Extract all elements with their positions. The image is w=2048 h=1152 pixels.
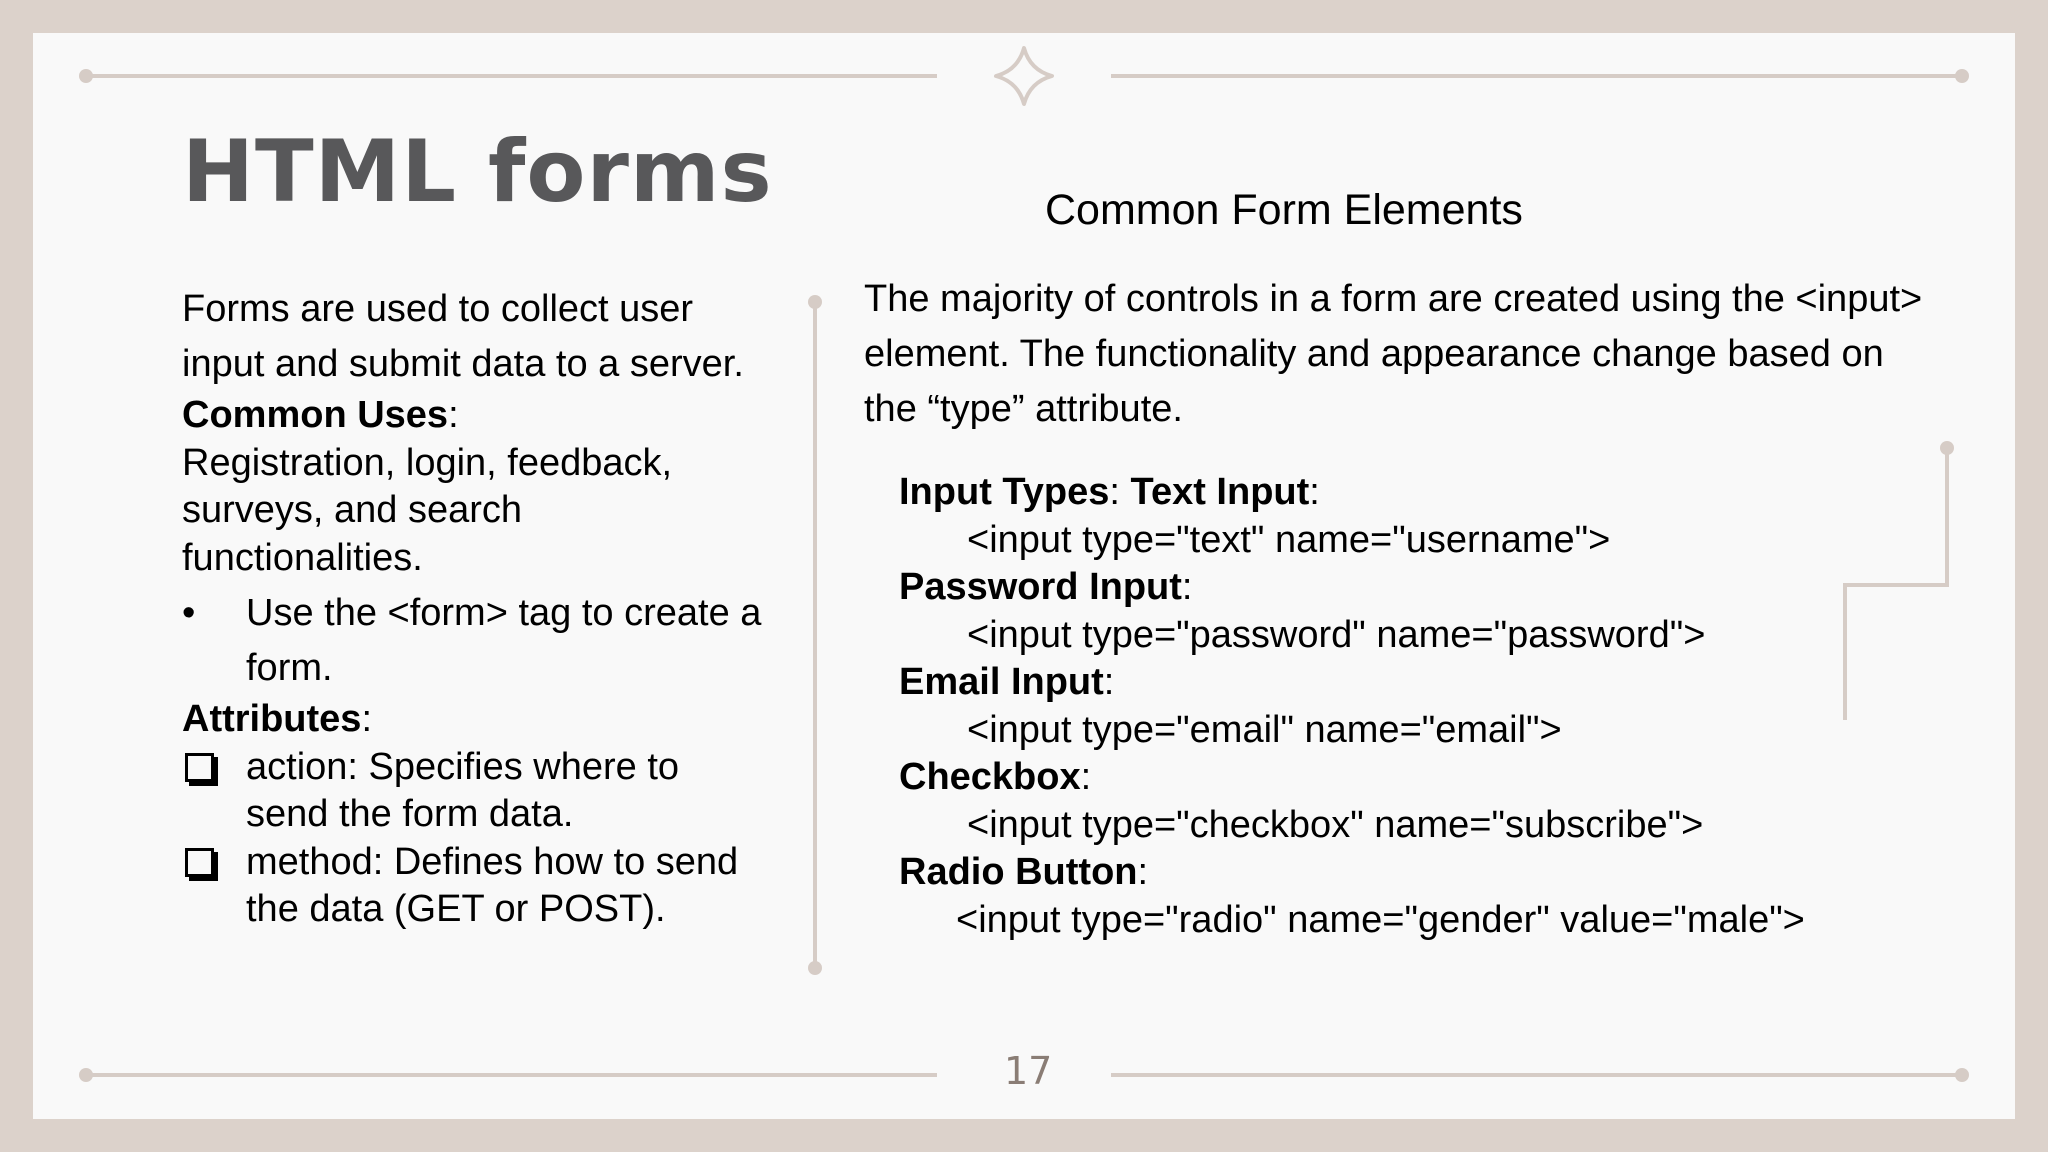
bullet-item (182, 586, 762, 696)
top-left-dot (79, 69, 93, 83)
colon: : (1080, 756, 1092, 798)
bottom-right-dot (1955, 1068, 1969, 1082)
input-type-code: <input type="radio" name="gender" value="male"> (956, 898, 1805, 941)
divider-top-dot (808, 295, 822, 309)
slide-title: HTML forms (182, 122, 773, 222)
bracket-dot (1940, 441, 1954, 455)
input-type-label-row (899, 659, 1805, 707)
input-type-label: Checkbox (899, 756, 1081, 798)
colon: : (1181, 566, 1193, 608)
input-type-code: <input type="password" name="password"> (967, 613, 1706, 656)
top-right-dot (1955, 69, 1969, 83)
input-type-label-row (899, 754, 1805, 802)
sparkle-icon (996, 48, 1052, 104)
input-type-code: <input type="checkbox" name="subscribe"> (967, 803, 1704, 846)
attributes-label: Attributes (182, 698, 362, 740)
bottom-left-dot (79, 1068, 93, 1082)
checkbox-bullet-icon (182, 744, 246, 839)
right-intro-text: The majority of controls in a form are created using the <input> element. The functionality and appearance change based on the “type” attribute. (864, 278, 1923, 430)
input-type-label: Email Input (899, 661, 1104, 703)
common-uses-text: Registration, login, feedback, surveys, and search functionalities. (182, 441, 673, 579)
input-type-code: <input type="email" name="email"> (967, 708, 1562, 751)
checkbox-bullet-icon (182, 839, 246, 934)
common-uses-colon: : (448, 394, 459, 436)
attribute-text: action: Specifies where to send the form data. (246, 745, 680, 835)
bracket-line (1845, 448, 1947, 720)
bullet-text: Use the <form> tag to create a form. (246, 592, 762, 689)
attribute-item (182, 744, 762, 839)
page-number: 17 (1004, 1049, 1053, 1093)
input-type-label-row (899, 849, 1805, 897)
common-uses-label: Common Uses (182, 394, 449, 436)
input-types-label: Input Types (899, 471, 1110, 513)
input-types-list (899, 469, 1805, 944)
colon: : (1137, 851, 1149, 893)
bullet-dot: • (182, 592, 196, 634)
input-type-label-row (899, 564, 1805, 612)
colon: : (1103, 661, 1115, 703)
attribute-text: method: Defines how to send the data (GET or POST). (246, 840, 739, 930)
input-type-label: Text Input (1130, 471, 1310, 513)
attributes-heading (182, 696, 762, 744)
intro-text: Forms are used to collect user input and submit data to a server. (182, 288, 744, 385)
colon: : (1309, 471, 1320, 513)
input-type-code: <input type="text" name="username"> (967, 518, 1611, 561)
attributes-colon: : (361, 698, 373, 740)
right-heading: Common Form Elements (1045, 186, 1523, 234)
input-type-label: Password Input (899, 566, 1182, 608)
common-uses-heading (182, 392, 762, 440)
divider-bottom-dot (808, 961, 822, 975)
input-type-label: Radio Button (899, 851, 1138, 893)
left-column (182, 282, 762, 934)
input-type-label-row (899, 469, 1805, 517)
separator: : (1109, 471, 1131, 513)
attribute-item (182, 839, 762, 934)
